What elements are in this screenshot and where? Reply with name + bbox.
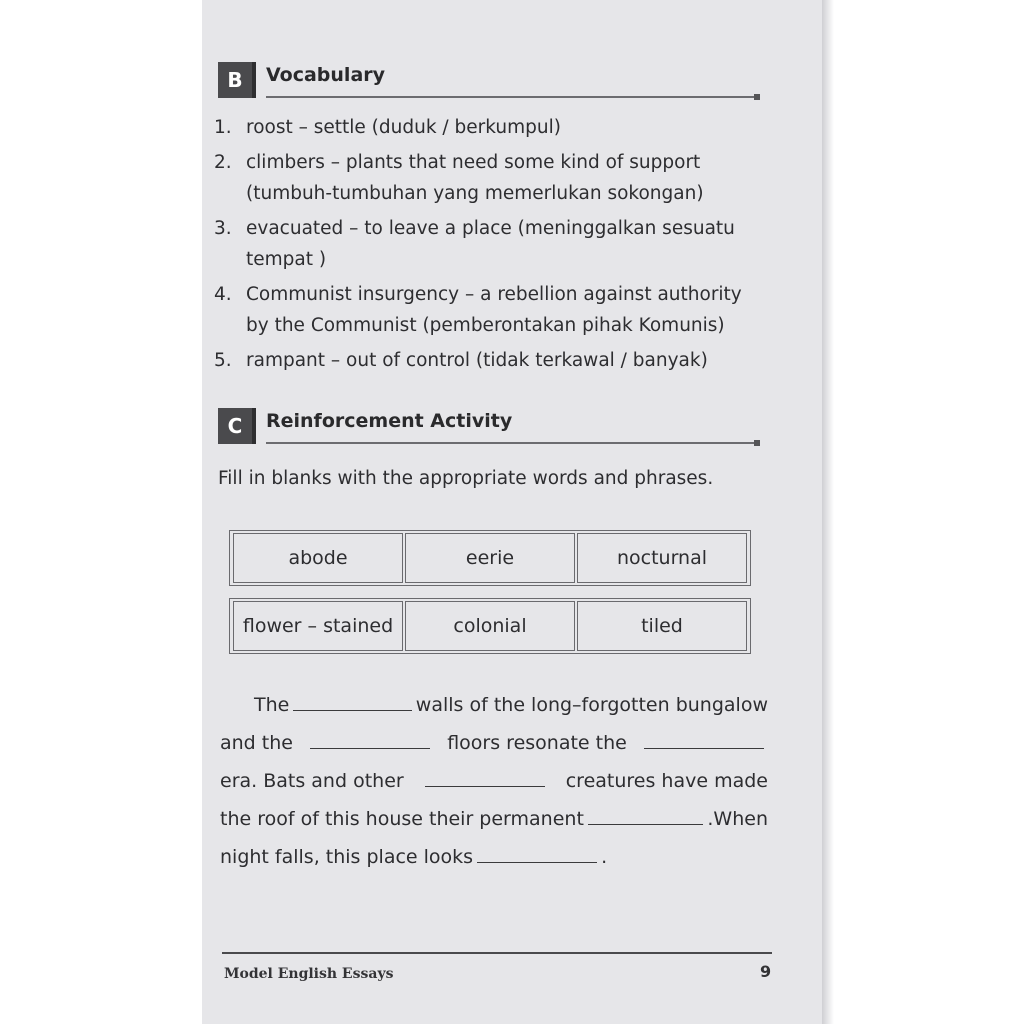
passage-line (220, 724, 768, 762)
reinforcement-header (218, 408, 758, 444)
passage-text: The (254, 694, 290, 716)
vocab-item (214, 213, 762, 275)
passage-text: walls of the long–forgotten bungalow (415, 694, 768, 716)
word-box-row (229, 530, 751, 586)
passage-line (220, 686, 768, 724)
vocabulary-list (214, 112, 762, 380)
vocab-text: roost – settle (duduk / berkumpul) (246, 117, 561, 138)
answer-blank[interactable] (293, 686, 411, 711)
vocab-item (214, 112, 762, 143)
passage-text: night falls, this place looks (220, 846, 474, 868)
vocab-number: 3. (214, 218, 232, 239)
word-option: flower – stained (233, 601, 403, 651)
section-badge: B (218, 62, 256, 98)
passage-text: creatures have made (565, 770, 768, 792)
cloze-passage (220, 686, 768, 876)
section-title: Vocabulary (266, 64, 386, 86)
passage-text: floors resonate the (447, 732, 627, 754)
passage-text: . (601, 846, 608, 868)
section-badge: C (218, 408, 256, 444)
word-option: abode (233, 533, 403, 583)
passage-line (220, 800, 768, 838)
page-number: 9 (760, 962, 772, 981)
passage-text: era. Bats and other (220, 770, 404, 792)
vocab-number: 2. (214, 152, 232, 173)
word-option: tiled (577, 601, 747, 651)
word-option: colonial (405, 601, 575, 651)
vocab-item (214, 279, 762, 341)
answer-blank[interactable] (310, 724, 430, 749)
vocab-text: climbers – plants that need some kind of support (246, 152, 701, 173)
answer-blank[interactable] (425, 762, 545, 787)
book-title: Model English Essays (224, 966, 394, 982)
vocab-text: tempat ) (246, 249, 327, 270)
page-edge (822, 0, 834, 1024)
vocab-text: rampant – out of control (tidak terkawal / banyak) (246, 350, 708, 371)
section-title: Reinforcement Activity (266, 410, 513, 432)
answer-blank[interactable] (588, 800, 703, 825)
vocab-text: by the Communist (pemberontakan pihak Komunis) (246, 315, 725, 336)
vocab-text: (tumbuh-tumbuhan yang memerlukan sokongan) (246, 183, 704, 204)
passage-line (220, 838, 768, 876)
word-box-row (229, 598, 751, 654)
vocab-item (214, 345, 762, 376)
word-option: nocturnal (577, 533, 747, 583)
section-rule (266, 442, 758, 444)
vocabulary-header (218, 62, 758, 98)
footer-rule (222, 952, 772, 954)
vocab-text: Communist insurgency – a rebellion against authority (246, 284, 742, 305)
vocab-number: 5. (214, 350, 232, 371)
passage-text: the roof of this house their permanent (220, 808, 584, 830)
passage-text: .When (707, 808, 768, 830)
vocab-item (214, 147, 762, 209)
passage-text: and the (220, 732, 293, 754)
passage-line (220, 762, 768, 800)
answer-blank[interactable] (644, 724, 764, 749)
instruction-text: Fill in blanks with the appropriate words and phrases. (218, 468, 714, 489)
answer-blank[interactable] (477, 838, 597, 863)
word-option: eerie (405, 533, 575, 583)
vocab-text: evacuated – to leave a place (meninggalkan sesuatu (246, 218, 735, 239)
vocab-number: 1. (214, 117, 232, 138)
vocab-number: 4. (214, 284, 232, 305)
section-rule (266, 96, 758, 98)
